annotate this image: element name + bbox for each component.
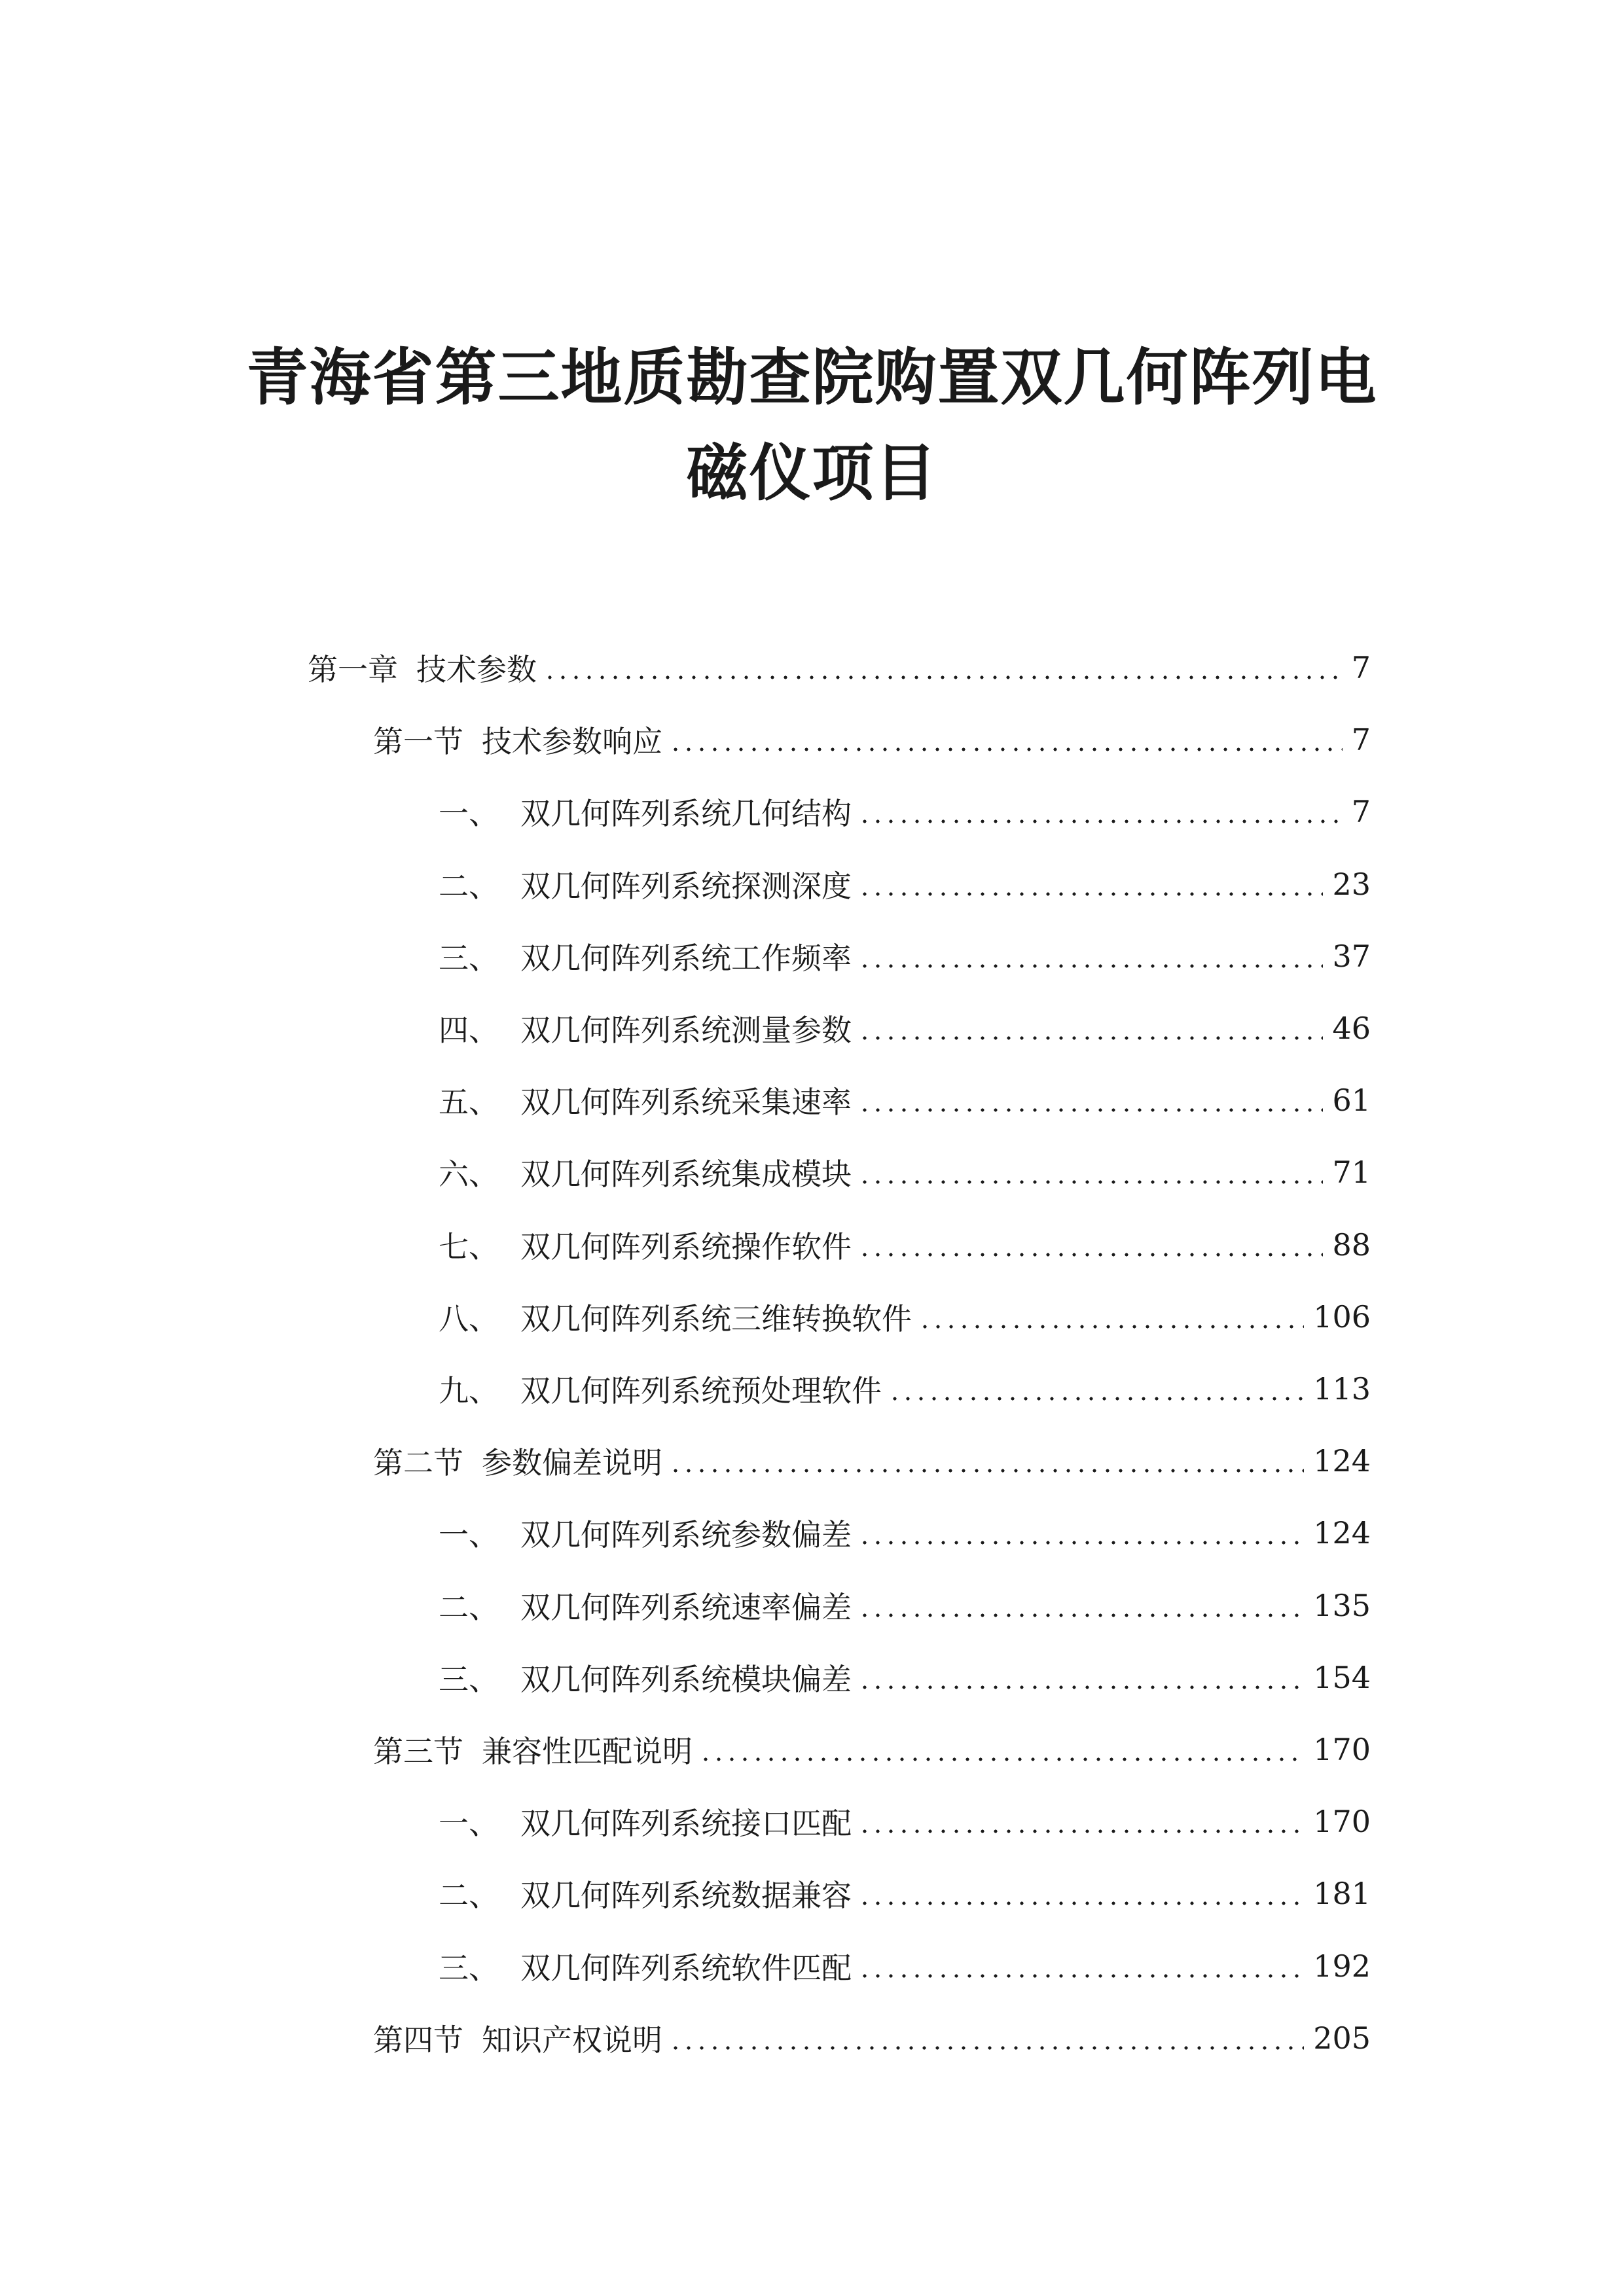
dot-leader bbox=[888, 1397, 1304, 1401]
toc-entry-label: 双几何阵列系统三维转换软件 bbox=[520, 1301, 912, 1336]
toc-entry[interactable] bbox=[439, 1799, 1371, 1844]
toc-entry-label: 双几何阵列系统预处理软件 bbox=[520, 1373, 882, 1408]
dot-leader bbox=[543, 675, 1343, 679]
toc-entry[interactable] bbox=[439, 1583, 1371, 1628]
toc-entry[interactable] bbox=[373, 1438, 1371, 1484]
toc-entry[interactable] bbox=[439, 1655, 1371, 1700]
toc-entry-number: 三、 bbox=[439, 1950, 499, 1986]
toc-entry-page: 135 bbox=[1313, 1588, 1371, 1623]
toc-entry-number: 五、 bbox=[439, 1085, 499, 1120]
toc-entry-label: 双几何阵列系统采集速率 bbox=[520, 1085, 852, 1120]
toc-entry-number: 第三节 bbox=[373, 1734, 463, 1769]
toc-entry-label: 技术参数 bbox=[416, 652, 537, 687]
toc-entry-number: 第二节 bbox=[373, 1445, 463, 1480]
toc-entry-page: 7 bbox=[1351, 722, 1371, 757]
toc-entry-label: 双几何阵列系统参数偏差 bbox=[520, 1517, 852, 1552]
toc-entry-number: 第一章 bbox=[308, 652, 398, 687]
toc-entry-page: 170 bbox=[1313, 1804, 1371, 1839]
toc-entry-label: 双几何阵列系统几何结构 bbox=[520, 796, 852, 831]
toc-entry-page: 192 bbox=[1313, 1948, 1371, 1984]
dot-leader bbox=[669, 747, 1343, 751]
dot-leader bbox=[858, 892, 1323, 896]
dot-leader bbox=[858, 1180, 1323, 1184]
toc-entry[interactable] bbox=[439, 1871, 1371, 1916]
toc-entry-label: 双几何阵列系统工作频率 bbox=[520, 941, 852, 976]
toc-entry-label: 双几何阵列系统速率偏差 bbox=[520, 1590, 852, 1625]
toc-entry-label: 知识产权说明 bbox=[482, 2022, 662, 2058]
toc-entry-label: 参数偏差说明 bbox=[482, 1445, 662, 1480]
dot-leader bbox=[858, 819, 1343, 823]
toc-entry-label: 双几何阵列系统探测深度 bbox=[520, 869, 852, 904]
toc-entry[interactable] bbox=[439, 933, 1371, 979]
toc-entry-page: 170 bbox=[1313, 1732, 1371, 1767]
toc-entry-number: 六、 bbox=[439, 1157, 499, 1192]
toc-entry[interactable] bbox=[439, 1294, 1371, 1340]
toc-entry-number: 一、 bbox=[439, 1806, 499, 1841]
toc-entry-page: 181 bbox=[1313, 1876, 1371, 1911]
dot-leader bbox=[858, 1974, 1304, 1978]
toc-entry[interactable] bbox=[439, 1005, 1371, 1051]
toc-entry-page: 124 bbox=[1313, 1443, 1371, 1479]
toc-entry-page: 61 bbox=[1332, 1083, 1371, 1118]
toc-entry-page: 154 bbox=[1313, 1660, 1371, 1695]
toc-entry[interactable] bbox=[439, 789, 1371, 834]
toc-entry-number: 二、 bbox=[439, 1590, 499, 1625]
toc-entry-number: 第一节 bbox=[373, 724, 463, 759]
toc-entry-page: 124 bbox=[1313, 1515, 1371, 1551]
toc-entry-number: 二、 bbox=[439, 869, 499, 904]
toc-entry-page: 71 bbox=[1332, 1155, 1371, 1190]
toc-entry-page: 205 bbox=[1313, 2020, 1371, 2056]
dot-leader bbox=[858, 1036, 1323, 1040]
dot-leader bbox=[858, 1541, 1304, 1545]
toc-entry[interactable] bbox=[439, 1510, 1371, 1556]
title-line-2: 磁仪项目 bbox=[686, 438, 938, 509]
toc-entry-number: 七、 bbox=[439, 1229, 499, 1265]
dot-leader bbox=[669, 2046, 1304, 2050]
dot-leader bbox=[858, 1901, 1304, 1905]
toc-entry[interactable] bbox=[308, 645, 1371, 691]
toc-entry-label: 双几何阵列系统数据兼容 bbox=[520, 1878, 852, 1913]
toc-entry-page: 46 bbox=[1332, 1011, 1371, 1046]
toc-entry-page: 113 bbox=[1313, 1371, 1371, 1407]
dot-leader bbox=[699, 1757, 1304, 1761]
toc-entry-label: 双几何阵列系统测量参数 bbox=[520, 1013, 852, 1048]
toc-entry-label: 双几何阵列系统接口匹配 bbox=[520, 1806, 852, 1841]
toc-entry-label: 双几何阵列系统模块偏差 bbox=[520, 1662, 852, 1697]
toc-entry-number: 三、 bbox=[439, 1662, 499, 1697]
toc-entry-page: 37 bbox=[1332, 939, 1371, 974]
toc-entry[interactable] bbox=[373, 717, 1371, 762]
toc-entry-page: 106 bbox=[1313, 1299, 1371, 1335]
toc-entry-number: 一、 bbox=[439, 796, 499, 831]
page-title bbox=[196, 331, 1428, 522]
toc-entry-number: 一、 bbox=[439, 1517, 499, 1552]
toc-entry-label: 双几何阵列系统操作软件 bbox=[520, 1229, 852, 1265]
toc-entry-number: 八、 bbox=[439, 1301, 499, 1336]
dot-leader bbox=[858, 1829, 1304, 1833]
toc-entry-label: 双几何阵列系统软件匹配 bbox=[520, 1950, 852, 1986]
toc-entry-label: 技术参数响应 bbox=[482, 724, 662, 759]
toc-entry[interactable] bbox=[373, 2015, 1371, 2061]
toc-entry[interactable] bbox=[439, 861, 1371, 907]
toc-entry[interactable] bbox=[439, 1222, 1371, 1268]
toc-entry-number: 三、 bbox=[439, 941, 499, 976]
dot-leader bbox=[858, 1253, 1323, 1257]
toc-entry-number: 二、 bbox=[439, 1878, 499, 1913]
toc-entry[interactable] bbox=[439, 1366, 1371, 1412]
dot-leader bbox=[858, 1685, 1304, 1689]
toc-entry-page: 23 bbox=[1332, 867, 1371, 902]
dot-leader bbox=[858, 1613, 1304, 1617]
dot-leader bbox=[858, 1108, 1323, 1112]
title-line-1: 青海省第三地质勘查院购置双几何阵列电 bbox=[246, 342, 1378, 414]
dot-leader bbox=[669, 1469, 1304, 1473]
toc-entry-number: 第四节 bbox=[373, 2022, 463, 2058]
toc-entry-number: 四、 bbox=[439, 1013, 499, 1048]
toc-entry[interactable] bbox=[439, 1077, 1371, 1123]
toc-entry-number: 九、 bbox=[439, 1373, 499, 1408]
toc-entry-page: 88 bbox=[1332, 1227, 1371, 1263]
dot-leader bbox=[858, 964, 1323, 968]
dot-leader bbox=[918, 1325, 1304, 1329]
toc-entry-page: 7 bbox=[1351, 794, 1371, 829]
toc-entry[interactable] bbox=[439, 1943, 1371, 1989]
toc-entry-label: 双几何阵列系统集成模块 bbox=[520, 1157, 852, 1192]
toc-entry-label: 兼容性匹配说明 bbox=[482, 1734, 693, 1769]
toc-entry-page: 7 bbox=[1351, 650, 1371, 685]
toc-entry[interactable] bbox=[439, 1149, 1371, 1195]
toc-entry[interactable] bbox=[373, 1727, 1371, 1772]
